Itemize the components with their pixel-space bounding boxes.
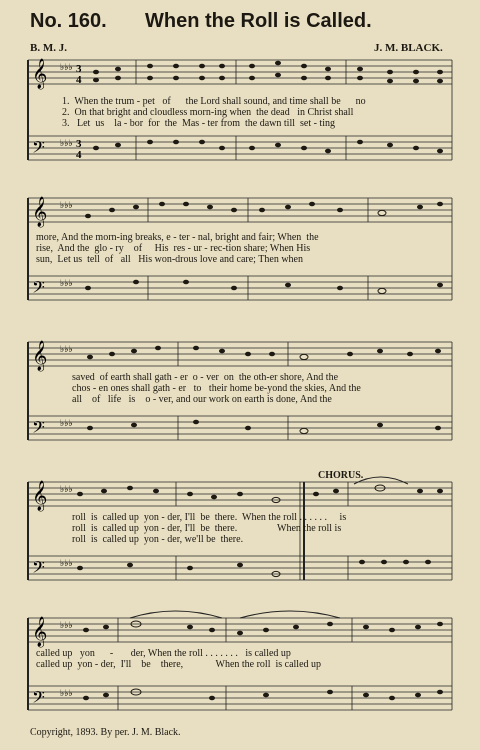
page-header	[0, 0, 480, 44]
lyric-verse-1: saved of earth shall gath - er o - ver on the oth-er shore, And the	[72, 372, 339, 383]
music-system-2	[0, 184, 480, 324]
svg-text:♭♭♭: ♭♭♭	[60, 418, 73, 428]
music-system-3	[0, 330, 480, 464]
lyric-verse-2: 2. On that bright and cloudless morn-ing when the dead in Christ shall	[62, 107, 354, 118]
lyric-verse-3: roll is called up yon - der, we'll be there.	[72, 534, 244, 545]
lyric-line-2: called up yon - der, I'll be there, When the roll is called up	[36, 659, 322, 670]
svg-text:♭♭♭: ♭♭♭	[60, 62, 73, 72]
svg-text:𝄢: 𝄢	[32, 417, 45, 441]
lyricist-credit: B. M. J.	[30, 42, 67, 54]
svg-text:𝄢: 𝄢	[32, 277, 45, 301]
hymn-title: When the Roll is Called.	[145, 10, 372, 32]
svg-text:𝄞: 𝄞	[32, 617, 48, 647]
svg-text:♭♭♭: ♭♭♭	[60, 138, 73, 148]
svg-text:𝄞: 𝄞	[32, 341, 48, 371]
svg-text:𝄞: 𝄞	[32, 197, 48, 227]
svg-text:♭♭♭: ♭♭♭	[60, 688, 73, 698]
svg-text:4: 4	[76, 74, 82, 86]
svg-text:♭♭♭: ♭♭♭	[60, 200, 73, 210]
svg-text:𝄞: 𝄞	[32, 59, 48, 89]
music-system-4	[0, 468, 480, 602]
svg-text:𝄢: 𝄢	[32, 687, 45, 711]
lyric-verse-2: roll is called up yon - der, I'll be there. When the roll is	[72, 523, 342, 534]
lyric-verse-2: rise, And the glo - ry of His res - ur - rec-tion share; When His	[36, 243, 311, 254]
svg-text:𝄞: 𝄞	[32, 481, 48, 511]
svg-text:♭♭♭: ♭♭♭	[60, 620, 73, 630]
lyric-verse-3: 3. Let us la - bor for the Mas - ter from the dawn till set - ting	[62, 118, 335, 129]
svg-text:♭♭♭: ♭♭♭	[60, 558, 73, 568]
lyric-verse-1: more, And the morn-ing breaks, e - ter - nal, bright and fair; When the	[36, 232, 319, 243]
svg-text:4: 4	[76, 149, 82, 161]
music-system-1	[0, 52, 480, 180]
chorus-label: CHORUS.	[318, 470, 364, 481]
lyric-verse-3: all of life is o - ver, and our work on earth is done, And the	[72, 394, 332, 405]
svg-text:♭♭♭: ♭♭♭	[60, 484, 73, 494]
lyric-verse-1: roll is called up yon - der, I'll be there. When the roll . . . . . . is	[72, 512, 347, 523]
lyric-line-1: called up yon - der, When the roll . . . . . . . is called up	[36, 648, 291, 659]
hymn-number: No. 160.	[30, 10, 107, 32]
svg-text:♭♭♭: ♭♭♭	[60, 278, 73, 288]
svg-text:𝄢: 𝄢	[32, 137, 45, 161]
svg-text:3: 3	[76, 63, 82, 75]
svg-text:3: 3	[76, 138, 82, 150]
lyric-verse-1: 1. When the trum - pet of the Lord shall sound, and time shall be no	[62, 96, 366, 107]
music-system-5	[0, 606, 480, 724]
svg-text:𝄢: 𝄢	[32, 557, 45, 581]
svg-text:♭♭♭: ♭♭♭	[60, 344, 73, 354]
lyric-verse-3: sun, Let us tell of all His won-drous love and care; Then when	[36, 254, 303, 265]
composer-credit: J. M. BLACK.	[374, 42, 443, 54]
copyright-notice: Copyright, 1893. By per. J. M. Black.	[30, 727, 181, 738]
lyric-verse-2: chos - en ones shall gath - er to their home be-yond the skies, And the	[72, 383, 361, 394]
